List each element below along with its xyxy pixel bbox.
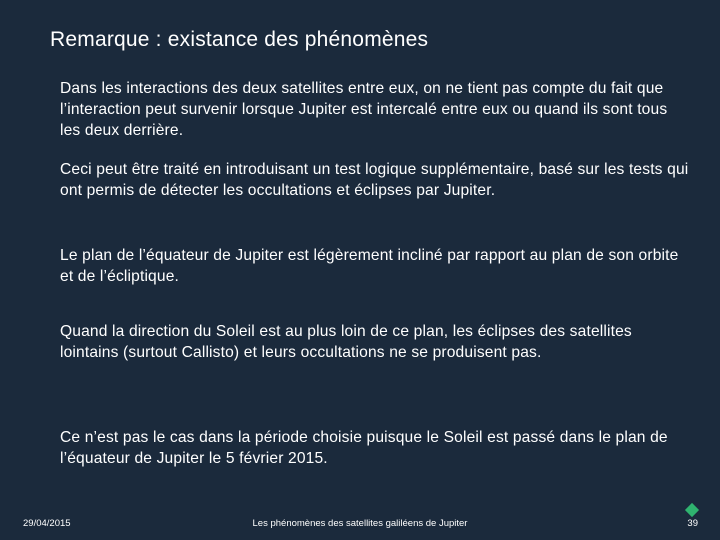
paragraph-logical-test: Ceci peut être traité en introduisant un test logique supplémentaire, basé sur les tests qui ont permis de détecter les occultations et éclipses par Jupiter. [60,161,689,199]
footer-date: 29/04/2015 [23,518,71,529]
slide-title: Remarque : existance des phénomènes [50,28,429,51]
paragraph-equator-plane: Le plan de l’équateur de Jupiter est légèrement incliné par rapport au plan de son orbite et de l’écliptique. [60,247,679,285]
paragraph-sun-direction: Quand la direction du Soleil est au plus loin de ce plan, les éclipses des satellites lointains (surtout Callisto) et leurs occultations ne se produisent pas. [60,323,632,361]
diamond-nav-icon[interactable] [685,503,699,517]
paragraph-chosen-period: Ce n’est pas le cas dans la période choisie puisque le Soleil est passé dans le plan de l’équateur de Jupiter le 5 février 2015. [60,429,668,467]
paragraph-interactions: Dans les interactions des deux satellites entre eux, on ne tient pas compte du fait que l’interaction peut survenir lorsque Jupiter est intercalé entre eux ou quand ils sont tous les deux derrière. [60,80,668,139]
page-number: 39 [687,518,698,529]
footer-title: Les phénomènes des satellites galiléens de Jupiter [252,518,468,529]
